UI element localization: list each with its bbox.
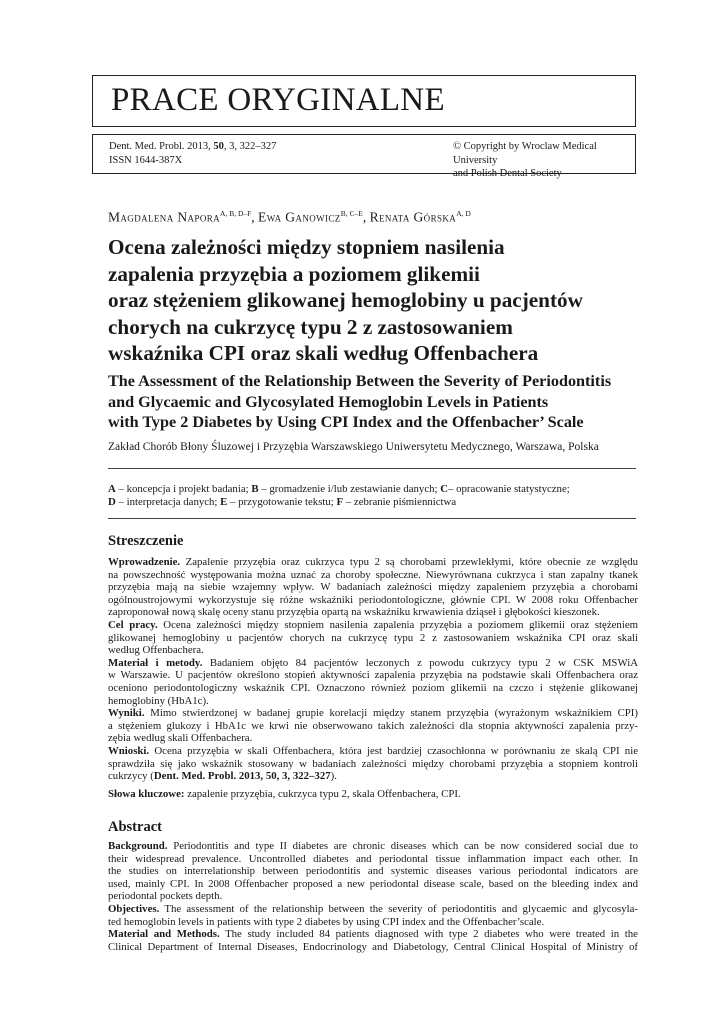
abstract-paragraph: Material and Methods. The study included 84 patients diagnosed with type 2 diabetes who were treated in the Clinical Department of Internal Diseases, Endocrinology and Diabetology, Central Clinical Hospital of Ministry of [108,928,638,953]
abstract-body [108,840,638,953]
streszczenie-body [108,556,638,800]
affiliation: Zakład Chorób Błony Śluzowej i Przyzębia Warszawskiego Uniwersytetu Medycznego, Warszawa, Polska [108,441,599,453]
citation-info [109,140,276,167]
abstract-paragraph: Cel pracy. Ocena zależności między stopniem nasilenia zapalenia przyzębia a poziomem glikemii oraz stężeniem glikowanej hemoglobiny u pacjentów chorych na cukrzycę typu 2 z zastosowaniem wskaźnika CPI oraz skali według Offenbachera. [108,618,638,657]
copyright: © Copyright by Wroclaw Medical University and Polish Dental Society [453,141,597,179]
abstract-paragraph: Wnioski. Ocena przyzębia w skali Offenbachera, która jest bardziej czasochłonna w porównaniu ze skalą CPI nie sprawdziła się jako wskaźnik stosowany w badaniach zależności między chorobami przyzębia a stopniem kontroli cukrzycy (Dent. Med. Probl. 2013, 50, 3, 322–327). [108,744,638,783]
abstract-paragraph: Wprowadzenie. Zapalenie przyzębia oraz cukrzyca typu 2 są chorobami przewlekłymi, które obecnie ze względu na powszechność występowania można uznać za choroby społeczne. Niewyrównana cukrzyca i stan zapalny tkanek przyzębia mają na siebie wzajemny wpływ. W badaniach zależności między zapaleniem przyzębia a chorobami ogólnoustrojowymi wykorzystuje się różne wskaźniki periodontologiczne, głównie CPI. W 2008 roku Offenbacher zaproponował nową skalę oceny stanu przyzębia opartą na wskaźniku krwawienia dziąseł i głębokości kieszonek. [108,556,638,619]
abstract-paragraph: Materiał i metody. Badaniem objęto 84 pacjentów leczonych z powodu cukrzycy typu 2 w CSK MSWiA w Warszawie. U pacjentów określono stopień aktywności zapalenia przyzębia na podstawie skali Offenbachera oraz oceniono periodontologiczny wskaźnik CPI. Oznaczono również poziom glikemii na czczo i stężenie glikowanej hemoglobiny (HbA1c). [108,656,638,707]
issn: ISSN 1644-387X [109,154,183,166]
citation-reference: Dent. Med. Probl. 2013, 50, 3, 322–327 [153,770,331,783]
keywords: Słowa kluczowe: zapalenie przyzębia, cukrzyca typu 2, skala Offenbachera, CPI. [108,787,461,800]
author-roles: A, B, D–F [220,209,252,218]
contributions-line: D – interpretacja danych; E – przygotowanie tekstu; F – zebranie piśmiennictwa [108,496,457,509]
abstract-paragraph: Wyniki. Mimo stwierdzonej w badanej grupie korelacji między stanem przyzębia (wyrażonym wskaźnikiem CPI) a stężeniem glukozy i HbA1c we krwi nie obserwowano takich zależności dla stopnia aktywności zapalenia przy- zębia według skali Offenbachera. [108,707,638,745]
author-roles: B, C–E [340,209,363,218]
divider [108,518,636,519]
abstract-paragraph: Background. Periodontitis and type II diabetes are chronic diseases which can be now considered social due to their widespread prevalence. Uncontrolled diabetes and periodontal tissue inflammation impact each other. In the studies on interrelationship between periodontitis and systemic diseases various periodontal indicators are used, mainly CPI. In 2008 Offenbacher proposed a new periodontal disease scale, based on the bleeding index and periodontal pockets depth. [108,840,638,903]
title-polish: Ocena zależności między stopniem nasilenia zapalenia przyzębia a poziomem glikemii oraz stężeniem glikowanej hemoglobiny u pacjentów chorych na cukrzycę typu 2 z zastosowaniem wskaźnika CPI oraz skali według Offenbachera [108,235,583,365]
contributions-line: A – koncepcja i projekt badania; B – gromadzenie i/lub zestawianie danych; C– opracowanie statystyczne; [108,483,570,495]
citation-line: Dent. Med. Probl. 2013, 50, 3, 322–327 [109,141,277,152]
contributions [108,483,570,510]
divider [108,468,636,469]
section-header-box [92,75,636,127]
title-english: The Assessment of the Relationship Between the Severity of Periodontitis and Glycaemic and Glycosylated Hemoglobin Levels in Patients with Type 2 Diabetes by Using CPI Index and the Offenbacher’ Scale [108,372,612,432]
abstract-paragraph: Objectives. The assessment of the relationship between the severity of periodontitis and glycaemic and glycosyla- ted hemoglobin levels in patients with type 2 diabetes by using CPI index and the Offenbacher’scale. [108,902,638,928]
streszczenie-heading: Streszczenie [108,533,184,549]
author-roles: A, D [456,209,471,218]
abstract-heading: Abstract [108,819,162,835]
citation-volume: 50 [213,141,224,152]
author-name: Ewa Ganowicz [258,209,341,225]
author-list: Magdalena Napora$^{A, B, D-F}$, Ewa Ganowicz$^{B, C-E}$, Renata Górska$^{A, D}$ [108,209,471,225]
author-name: Magdalena Napora [108,209,221,225]
section-title: PRACE ORYGINALNE [111,82,445,118]
citation-box [92,134,636,179]
author-name: Renata Górska [369,209,457,225]
